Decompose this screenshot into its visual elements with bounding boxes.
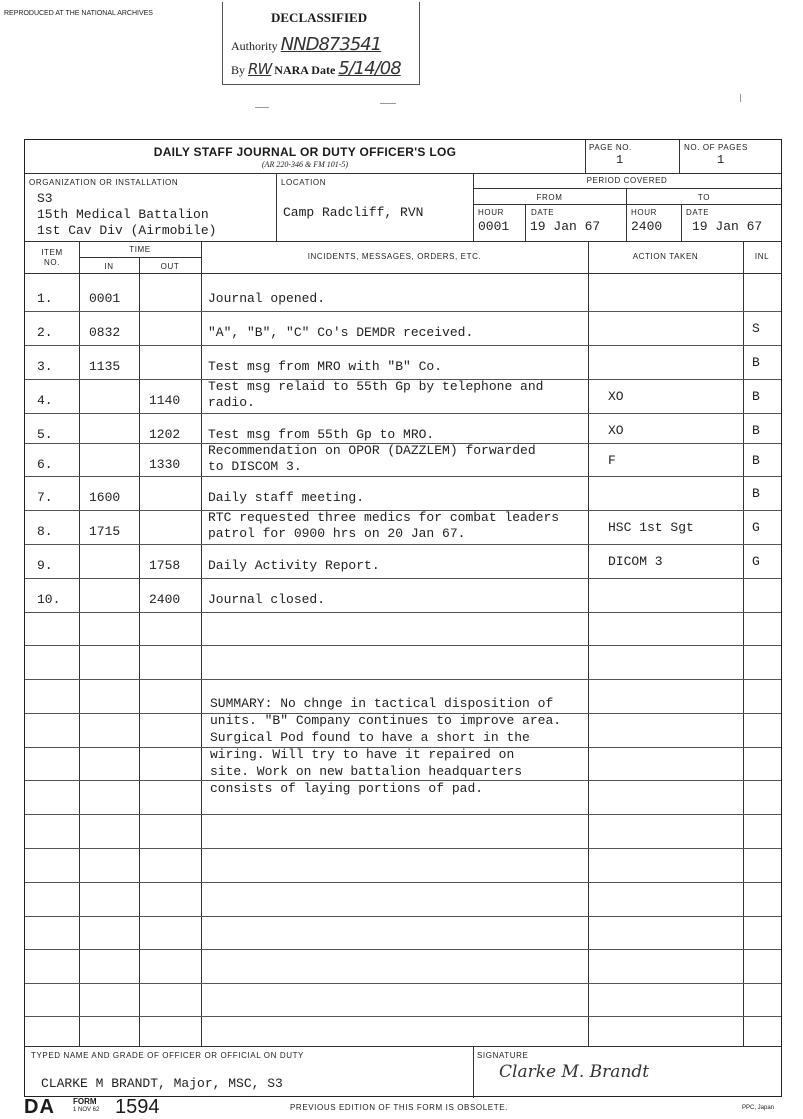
- time-header: TIME: [129, 245, 151, 254]
- form-number: 1594: [115, 1096, 160, 1118]
- page-no: 1: [616, 153, 624, 167]
- typed-name-label: TYPED NAME AND GRADE OF OFFICER OR OFFICIAL ON DUTY: [31, 1051, 304, 1060]
- entry-time-in: 1715: [89, 524, 121, 539]
- to-hour: 2400: [631, 219, 663, 234]
- time-in-header: IN: [104, 262, 114, 271]
- to-hour-label: HOUR: [631, 208, 657, 217]
- location-value: Camp Radcliff, RVN: [283, 205, 424, 220]
- entry-action-taken: XO: [608, 423, 624, 438]
- period-covered-label: PERIOD COVERED: [586, 176, 668, 185]
- entry-item-no: 3.: [37, 359, 53, 374]
- declassified-stamp: [222, 2, 420, 85]
- time-out-header: OUT: [160, 262, 180, 271]
- entry-action-taken: F: [608, 453, 616, 468]
- da-label: DA: [24, 1096, 55, 1118]
- entry-incident-text: Daily Activity Report.: [208, 558, 380, 573]
- action-header: ACTION TAKEN: [632, 252, 699, 261]
- inl-header: INL: [754, 252, 770, 261]
- nara-date-label: NARA Date: [274, 63, 336, 77]
- entry-incident-text: Test msg from 55th Gp to MRO.: [208, 427, 435, 442]
- entry-incident-text: Journal closed.: [208, 592, 326, 607]
- journal-entry-row: [25, 443, 783, 477]
- to-date-label: DATE: [686, 208, 710, 217]
- entry-item-no: 1.: [37, 291, 53, 306]
- by-value: RW: [248, 60, 272, 78]
- entry-time-out: 1758: [149, 558, 181, 573]
- entry-item-no: 4.: [37, 393, 53, 408]
- signature: Clarke M. Brandt: [499, 1062, 650, 1082]
- from-hour: 0001: [478, 219, 510, 234]
- org-value: S3 15th Medical Battalion 1st Cav Div (Airmobile): [37, 191, 217, 238]
- journal-entry-row: [25, 277, 783, 311]
- entry-inl: B: [752, 389, 760, 404]
- journal-entry-row: [25, 544, 783, 578]
- entry-time-out: 2400: [149, 592, 181, 607]
- entry-incident-text: Test msg from MRO with "B" Co.: [208, 359, 443, 374]
- from-date: 19 Jan 67: [530, 219, 601, 234]
- entry-item-no: 9.: [37, 558, 53, 573]
- form-label: FORM 1 NOV 62: [73, 1097, 100, 1113]
- journal-entry-row: [25, 476, 783, 510]
- no-of-pages-label: NO. OF PAGES: [684, 143, 748, 152]
- entry-inl: S: [752, 321, 760, 336]
- entry-time-in: 0832: [89, 325, 121, 340]
- org-label: ORGANIZATION OR INSTALLATION: [29, 178, 179, 187]
- entry-time-out: 1330: [149, 457, 181, 472]
- summary-text: SUMMARY: No chnge in tactical disposition of units. "B" Company continues to improve area. Surgical Pod found to have a short in the wiring. Will try to have it repaired on site. Work on new battalion headquarters consists of laying portions of pad.: [210, 696, 562, 796]
- form-title: DAILY STAFF JOURNAL OR DUTY OFFICER'S LOG: [153, 145, 457, 159]
- entry-action-taken: XO: [608, 389, 624, 404]
- journal-entry-row: [25, 379, 783, 413]
- entry-action-taken: HSC 1st Sgt: [608, 520, 694, 535]
- location-label: LOCATION: [281, 178, 327, 187]
- entry-incident-text: RTC requested three medics for combat leaders patrol for 0900 hrs on 20 Jan 67.: [208, 510, 560, 541]
- entry-time-out: 1202: [149, 427, 181, 442]
- staff-journal-form: [24, 139, 782, 1097]
- journal-entry-row: [25, 578, 783, 612]
- typed-name: CLARKE M BRANDT, Major, MSC, S3: [41, 1076, 283, 1091]
- entry-incident-text: Test msg relaid to 55th Gp by telephone and radio.: [208, 379, 544, 410]
- scan-mark: [255, 107, 269, 108]
- journal-entry-row: [25, 413, 783, 447]
- entry-incident-text: Journal opened.: [208, 291, 326, 306]
- scan-mark: [380, 103, 396, 104]
- entry-time-in: 1600: [89, 490, 121, 505]
- entry-inl: B: [752, 486, 760, 501]
- entry-inl: G: [752, 554, 760, 569]
- entry-item-no: 10.: [37, 592, 61, 607]
- entry-incident-text: "A", "B", "C" Co's DEMDR received.: [208, 325, 474, 340]
- journal-entry-row: [25, 311, 783, 345]
- entry-action-taken: DICOM 3: [608, 554, 663, 569]
- by-label: By: [231, 63, 246, 77]
- entry-incident-text: Daily staff meeting.: [208, 490, 365, 505]
- entry-inl: B: [752, 453, 760, 468]
- to-date: 19 Jan 67: [692, 219, 763, 234]
- entry-time-in: 0001: [89, 291, 121, 306]
- entry-item-no: 2.: [37, 325, 53, 340]
- printer-mark: PPC, Japan: [742, 1105, 775, 1111]
- entry-incident-text: Recommendation on OPOR (DAZZLEM) forwarded to DISCOM 3.: [208, 443, 536, 474]
- from-label: FROM: [536, 193, 563, 202]
- authority-value: NND873541: [280, 34, 382, 55]
- stamp-title: DECLASSIFIED: [271, 10, 368, 25]
- form-regulation: (AR 220-346 & FM 101-5): [261, 160, 349, 169]
- from-date-label: DATE: [531, 208, 555, 217]
- entry-inl: B: [752, 355, 760, 370]
- page-no-label: PAGE NO.: [589, 143, 632, 152]
- entry-item-no: 7.: [37, 490, 53, 505]
- entry-time-in: 1135: [89, 359, 121, 374]
- entry-item-no: 6.: [37, 457, 53, 472]
- entry-item-no: 8.: [37, 524, 53, 539]
- entry-inl: B: [752, 423, 760, 438]
- authority-label: Authority: [231, 39, 278, 53]
- item-no-header: ITEM NO.: [41, 248, 63, 267]
- journal-entry-row: [25, 345, 783, 379]
- from-hour-label: HOUR: [478, 208, 504, 217]
- no-of-pages: 1: [717, 153, 725, 167]
- journal-entry-row: [25, 510, 783, 544]
- entry-inl: G: [752, 520, 760, 535]
- scan-mark: [740, 94, 741, 102]
- to-label: TO: [697, 193, 711, 202]
- entry-item-no: 5.: [37, 427, 53, 442]
- incidents-header: INCIDENTS, MESSAGES, ORDERS, ETC.: [307, 252, 482, 261]
- signature-label: SIGNATURE: [477, 1051, 529, 1060]
- entry-time-out: 1140: [149, 393, 181, 408]
- obsolete-note: PREVIOUS EDITION OF THIS FORM IS OBSOLETE.: [290, 1103, 508, 1112]
- archive-note: REPRODUCED AT THE NATIONAL ARCHIVES: [4, 10, 153, 17]
- declassified-date: 5/14/08: [338, 58, 401, 79]
